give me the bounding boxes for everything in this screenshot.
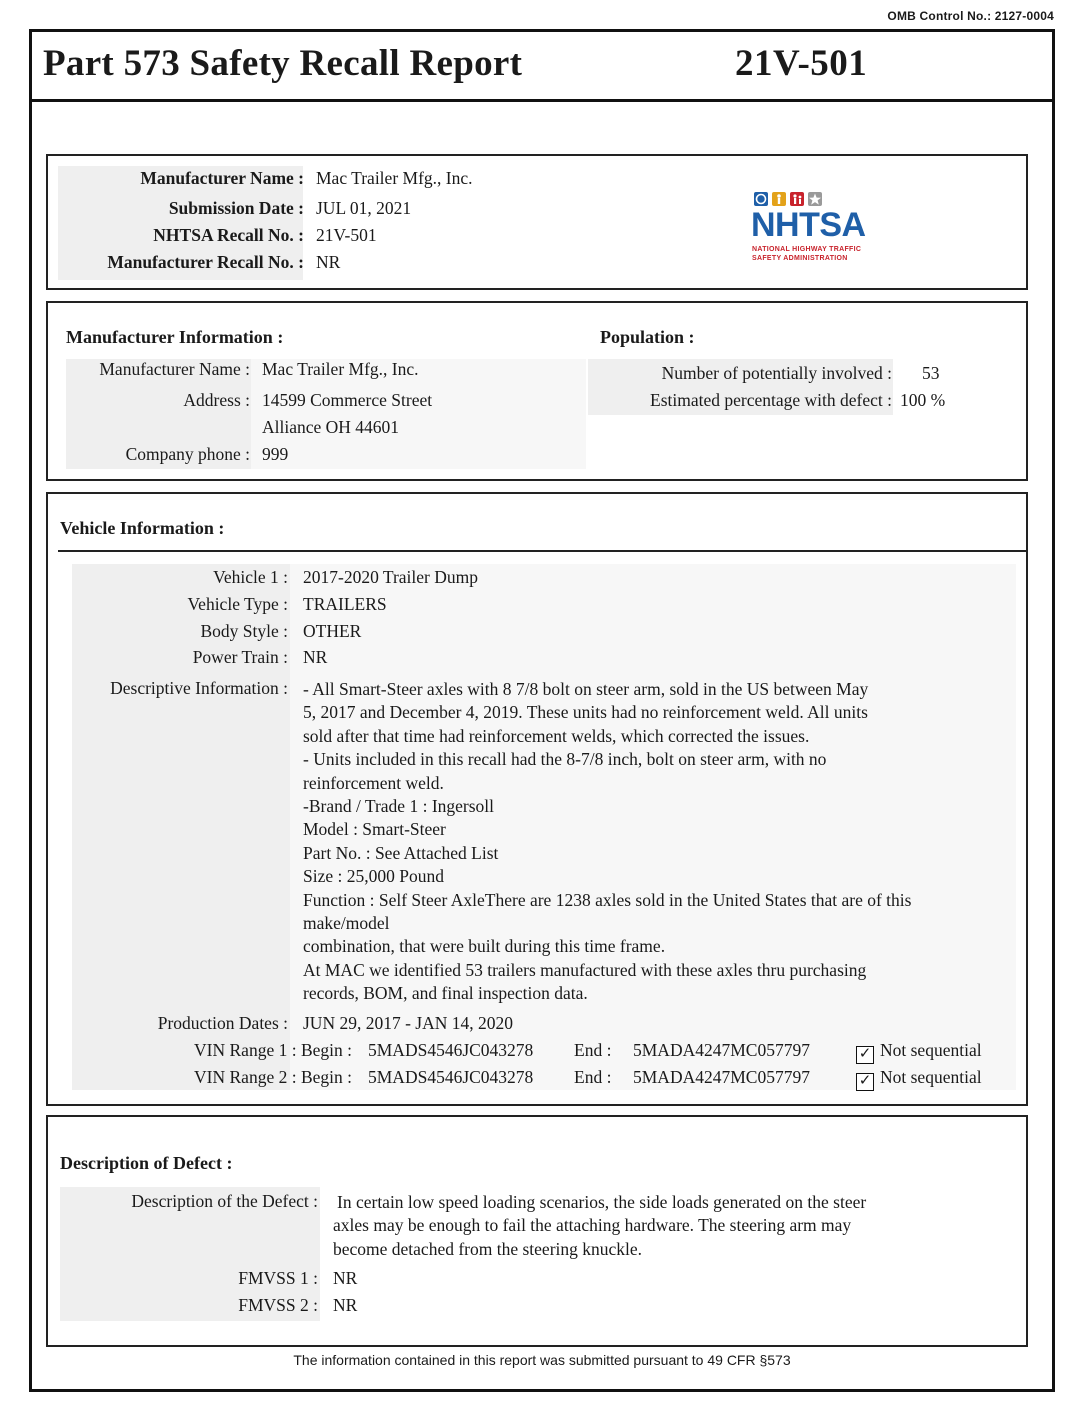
vin-range2-end-label: End : — [574, 1067, 612, 1087]
defect-description-line: In certain low speed loading scenarios, the side loads generated on the steer — [337, 1192, 867, 1212]
vin-range2-sequential — [856, 1067, 982, 1091]
population-involved-value: 53 — [922, 363, 940, 383]
vin-range1-sequential — [856, 1040, 982, 1064]
descriptive-info-line: -Brand / Trade 1 : Ingersoll — [303, 796, 495, 817]
production-dates-label: Production Dates : — [157, 1013, 288, 1033]
descriptive-info-line: combination, that were built during this time frame. — [303, 936, 666, 957]
checkbox-checked-icon: ✓ — [856, 1046, 874, 1064]
submission-date-label: Submission Date : — [168, 198, 304, 218]
vin-range1-end-label: End : — [574, 1040, 612, 1060]
vehicle1-label: Vehicle 1 : — [213, 567, 288, 587]
vin-range1-note: Not sequential — [880, 1040, 982, 1060]
production-dates-value: JUN 29, 2017 - JAN 14, 2020 — [303, 1013, 513, 1033]
checkbox-checked-icon: ✓ — [856, 1073, 874, 1091]
report-title: Part 573 Safety Recall Report — [43, 43, 523, 84]
report-recall-number: 21V-501 — [735, 43, 868, 84]
vin-range1-begin: 5MADS4546JC043278 — [368, 1040, 534, 1060]
descriptive-info-line: Size : 25,000 Pound — [303, 866, 444, 887]
descriptive-info-line: - All Smart-Steer axles with 8 7/8 bolt on steer arm, sold in the US between May — [303, 679, 869, 699]
summary-manufacturer-value: Mac Trailer Mfg., Inc. — [316, 168, 473, 188]
vehicle-info-label-bg — [72, 564, 290, 1090]
submission-date-value: JUL 01, 2021 — [316, 198, 412, 218]
descriptive-info-text — [303, 678, 1023, 1006]
descriptive-info-label: Descriptive Information : — [110, 678, 288, 698]
defect-box — [46, 1115, 1028, 1347]
nhtsa-recall-label: NHTSA Recall No. : — [153, 225, 304, 245]
descriptive-info-line: 5, 2017 and December 4, 2019. These units had no reinforcement weld. All units — [303, 702, 868, 723]
descriptive-info-line: Function : Self Steer AxleThere are 1238 axles sold in the United States that are of this — [303, 889, 912, 910]
descriptive-info-line: reinforcement weld. — [303, 772, 444, 793]
omb-control-number: OMB Control No.: 2127-0004 — [887, 9, 1054, 23]
summary-manufacturer-label: Manufacturer Name : — [140, 168, 304, 188]
report-footer: The information contained in this report was submitted pursuant to 49 CFR §573 — [293, 1352, 791, 1368]
manufacturer-info-heading: Manufacturer Information : — [66, 327, 284, 347]
descriptive-info-line: Model : Smart-Steer — [303, 819, 446, 840]
vehicle-info-heading: Vehicle Information : — [60, 518, 225, 538]
descriptive-info-line: sold after that time had reinforcement welds, which corrected the issues. — [303, 725, 810, 746]
population-percent-label: Estimated percentage with defect : — [650, 390, 892, 410]
nhtsa-recall-value: 21V-501 — [316, 225, 377, 245]
body-style-value: OTHER — [303, 621, 362, 641]
mfr-address-line1: 14599 Commerce Street — [262, 390, 433, 410]
descriptive-info-line: - Units included in this recall had the 8-7/8 inch, bolt on steer arm, with no — [303, 749, 827, 770]
vehicle-type-label: Vehicle Type : — [187, 594, 288, 614]
report-header — [32, 32, 1052, 102]
nhtsa-logo — [752, 190, 882, 270]
nhtsa-logo-line2: SAFETY ADMINISTRATION — [752, 255, 848, 262]
vehicle-type-value: TRAILERS — [303, 594, 387, 614]
fmvss2-value: NR — [333, 1295, 358, 1315]
mfr-name-label: Manufacturer Name : — [99, 359, 250, 379]
vin-range2-end: 5MADA4247MC057797 — [633, 1067, 810, 1087]
descriptive-info-line: records, BOM, and final inspection data. — [303, 983, 588, 1004]
descriptive-info-line: At MAC we identified 53 trailers manufactured with these axles thru purchasing — [303, 959, 867, 980]
manufacturer-population-box — [46, 301, 1028, 481]
body-style-label: Body Style : — [200, 621, 288, 641]
vin-range1-label: VIN Range 1 : Begin : — [194, 1040, 352, 1060]
vin-range2-begin: 5MADS4546JC043278 — [368, 1067, 534, 1087]
vehicle-info-divider — [58, 550, 1026, 552]
descriptive-info-line: Part No. : See Attached List — [303, 842, 499, 863]
power-train-label: Power Train : — [192, 647, 288, 667]
defect-heading: Description of Defect : — [60, 1153, 233, 1173]
fmvss1-label: FMVSS 1 : — [238, 1268, 318, 1288]
mfr-name-value: Mac Trailer Mfg., Inc. — [262, 359, 419, 379]
descriptive-info-line: make/model — [303, 913, 390, 934]
mfr-phone-value: 999 — [262, 444, 289, 464]
mfr-phone-label: Company phone : — [125, 444, 250, 464]
defect-description-line: axles may be enough to fail the attaching hardware. The steering arm may — [333, 1215, 852, 1236]
nhtsa-logo-line1: NATIONAL HIGHWAY TRAFFIC — [752, 246, 862, 253]
fmvss1-value: NR — [333, 1268, 358, 1288]
population-heading: Population : — [600, 327, 695, 347]
fmvss2-label: FMVSS 2 : — [238, 1295, 318, 1315]
report-frame — [29, 29, 1055, 1392]
vehicle-info-box — [46, 492, 1028, 1106]
vehicle1-value: 2017-2020 Trailer Dump — [303, 567, 478, 587]
mfr-address-line2: Alliance OH 44601 — [262, 417, 400, 437]
manufacturer-recall-label: Manufacturer Recall No. : — [107, 252, 304, 272]
defect-description-label: Description of the Defect : — [131, 1191, 318, 1211]
defect-description-line: become detached from the steering knuckle. — [333, 1238, 643, 1259]
manufacturer-recall-value: NR — [316, 252, 341, 272]
vin-range2-label: VIN Range 2 : Begin : — [194, 1067, 352, 1087]
nhtsa-logo-wordmark: NHTSA — [751, 206, 866, 244]
vin-range2-note: Not sequential — [880, 1067, 982, 1087]
power-train-value: NR — [303, 647, 328, 667]
population-involved-label: Number of potentially involved : — [661, 363, 892, 383]
defect-description-text — [333, 1191, 1013, 1261]
vin-range1-end: 5MADA4247MC057797 — [633, 1040, 810, 1060]
population-percent-value: 100 % — [900, 390, 946, 410]
summary-box — [46, 154, 1028, 290]
mfr-address-label: Address : — [183, 390, 250, 410]
